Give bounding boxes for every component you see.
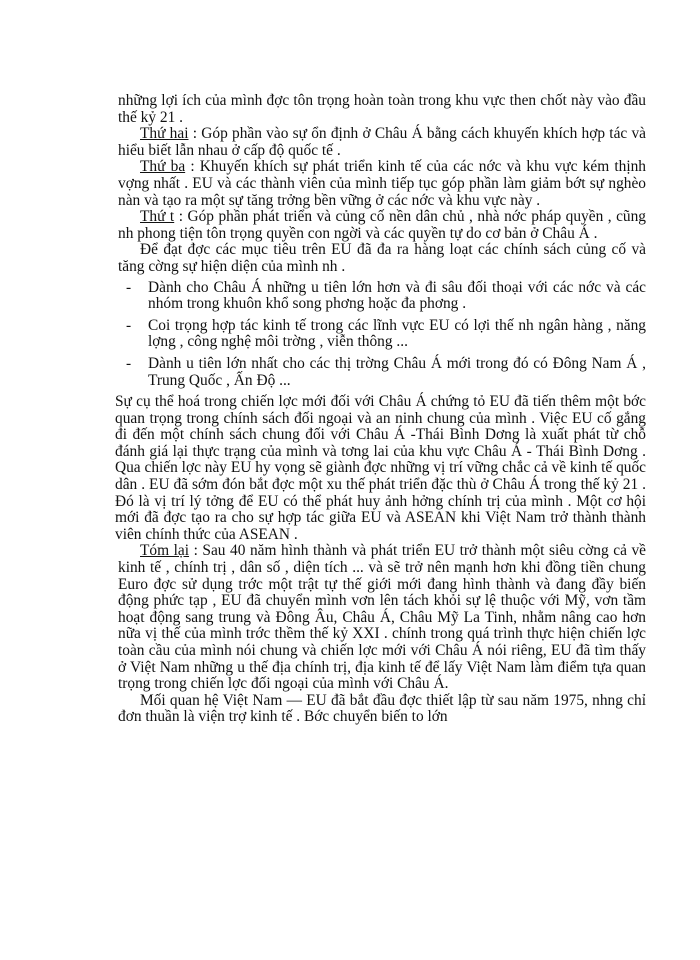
dash-bullet-icon: - [126, 354, 132, 372]
heading-thu-ba: Thứ ba [140, 158, 186, 176]
document-body [115, 92, 646, 726]
paragraph-thu-hai-text: : Góp phần vào sự ổn định ở Châu Á bằng cách khuyến khích hợp tác và hiểu biết lẫn nhau ở cấp độ quốc tế . [118, 125, 646, 159]
list-item-text: Dành cho Châu Á những u tiên lớn hơn và đi sâu đối thoại với các nớc và các nhóm trong khuôn khổ song phơng hoặc đa phơng . [148, 278, 646, 313]
list-item-text: Dành u tiên lớn nhất cho các thị trờng Châu Á mới trong đó có Đông Nam Á , Trung Quốc , Ấn Độ ... [148, 354, 646, 389]
paragraph-muc-tieu: Để đạt đợc các mục tiêu trên EU đã đa ra hàng loạt các chính sách củng cố và tăng cờng sự hiện diện của mình nh . [118, 241, 646, 275]
paragraph-thu-ba [118, 159, 646, 209]
dash-bullet-icon: - [126, 278, 132, 296]
heading-thu-tu: Thứ t [140, 208, 175, 226]
paragraph-1: những lợi ích của mình đợc tôn trọng hoàn toàn trong khu vực then chốt này vào đầu thế kỷ 21 . [118, 92, 646, 126]
list-item-text: Coi trọng hợp tác kinh tế trong các lĩnh vực EU có lợi thế nh ngân hàng , năng lợng , công nghệ môi trờng , viễn thông ... [148, 316, 646, 351]
paragraph-cu-the-hoa: Sự cụ thể hoá trong chiến lợc mới đối với Châu Á chứng tỏ EU đã tiến thêm một bớc quan trọng trong chính sách đối ngoại và an ninh chung của mình . Việc EU cố gắng đi đến một chính sách chung đối với Châu Á -Thái Bình Dơng là xuất phát từ chỗ đánh giá lại thực trạng của mình và tơng lai của khu vực Châu Á - Thái Bình Dơng . Qua chiến lợc này EU hy vọng sẽ giành đợc những vị trí vững chắc cả về kinh tế quốc dân . EU đã sớm đón bắt đợc một xu thế phát triển đặc thù ở Châu Á trong thế kỷ 21 . Đó là vị trí lý tởng để EU có thể phát huy ảnh hởng chính trị của mình . Một cơ hội mới đã đợc tạo ra cho sự hợp tác giữa EU và ASEAN khi Việt Nam trở thành thành viên chính thức của ASEAN . [115, 393, 646, 543]
bullet-list [118, 280, 646, 390]
paragraph-thu-ba-text: : Khuyến khích sự phát triển kinh tế của các nớc và khu vực kém thịnh vợng nhất . EU và các thành viên của mình tiếp tục góp phần làm giảm bớt sự nghèo nàn và tạo ra một sự tăng trởng bền vững ở các nớc và khu vực này . [118, 158, 646, 209]
paragraph-quan-he: Mối quan hệ Việt Nam — EU đã bắt đầu đợc thiết lập từ sau năm 1975, nhng chỉ đơn thuần là viện trợ kinh tế . Bớc chuyển biến to lớn [118, 691, 646, 726]
dash-bullet-icon: - [126, 316, 132, 334]
paragraph-thu-hai [118, 126, 646, 159]
paragraph-tom-lai [118, 543, 646, 692]
paragraph-thu-tu-text: : Góp phần phát triển và củng cố nền dân chủ , nhà nớc pháp quyền , cũng nh phong tiện tôn trọng quyền con ngời và các quyền tự do cơ bản ở Châu Á . [118, 208, 646, 242]
heading-tom-lai: Tóm lại [140, 542, 190, 560]
heading-thu-hai: Thứ hai [140, 125, 189, 143]
paragraph-thu-tu [118, 209, 646, 242]
list-item [118, 356, 646, 389]
list-item [118, 280, 646, 313]
paragraph-tom-lai-text: : Sau 40 năm hình thành và phát triển EU trở thành một siêu cờng cả về kinh tế , chính trị , dân số , diện tích ... và sẽ trở nên mạnh hơn khi đồng tiền chung Euro đợc sử dụng trớc một trật tự thế giới mới đang hình thành và đang đầy biến động phức tạp , EU đã chuyển mình vơn lên tách khỏi sự lệ thuộc với Mỹ, vơn tầm hoạt động sang trung và Đông Âu, Châu Á, Châu Mỹ La Tinh, nhằm nâng cao hơn nữa vị thế của mình trớc thềm thế kỷ XXI . chính trong quá trình thực hiện chiến lợc toàn cầu của mình nói chung và chiến lợc mới với Châu Á nói riêng, EU đã tìm thấy ở Việt Nam những u thế địa chính trị, địa kinh tế để lấy Việt Nam làm điểm tựa quan trọng trong chiến lợc đối ngoại của mình với Châu Á. [118, 542, 646, 693]
list-item [118, 318, 646, 351]
